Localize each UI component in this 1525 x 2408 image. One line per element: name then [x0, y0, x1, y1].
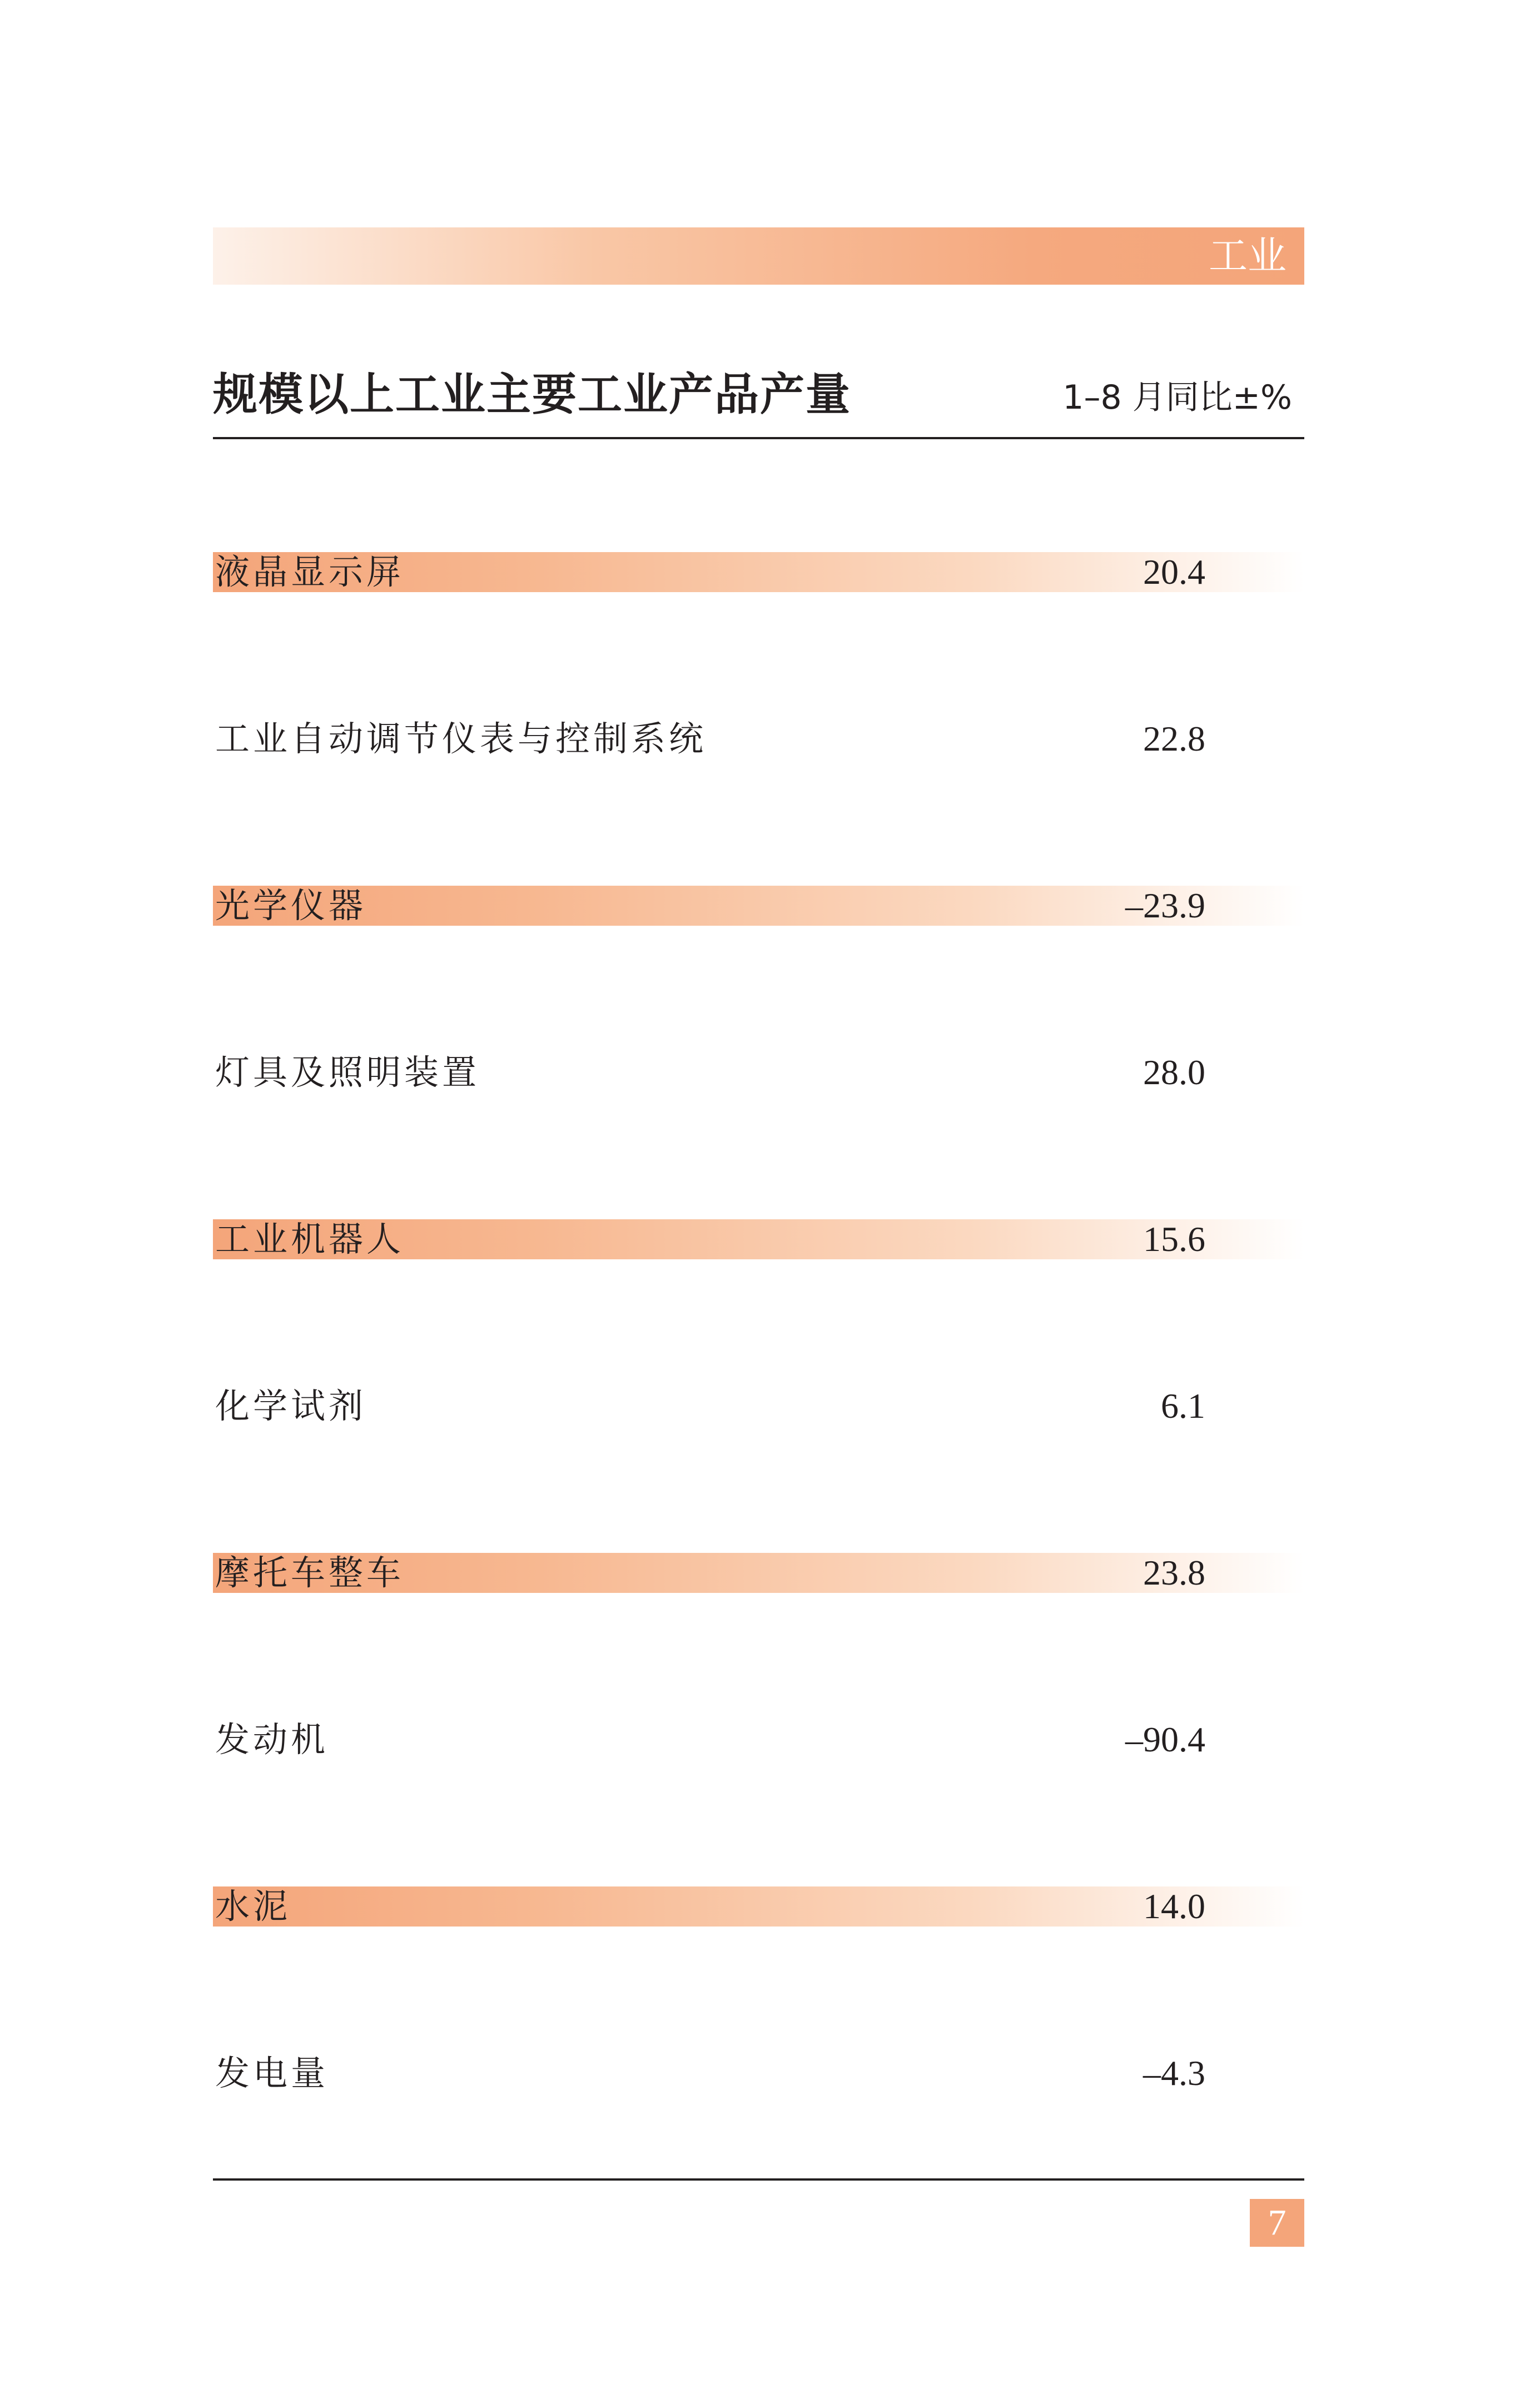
product-name: 水泥 [215, 1886, 291, 1927]
list-item [213, 1886, 1304, 1927]
growth-value: 22.8 [1143, 719, 1205, 758]
section-title: 工业 [1209, 233, 1286, 279]
growth-value: –90.4 [1125, 1720, 1205, 1759]
list-item [213, 2053, 1304, 2093]
growth-value: 20.4 [1143, 552, 1205, 592]
growth-value: 23.8 [1143, 1553, 1205, 1592]
growth-value: –4.3 [1143, 2053, 1205, 2093]
list-item [213, 552, 1304, 592]
product-name: 化学试剂 [215, 1386, 367, 1426]
page-number: 7 [1268, 2202, 1286, 2243]
product-name: 光学仪器 [215, 885, 367, 926]
product-name: 摩托车整车 [215, 1552, 405, 1593]
footer-divider [213, 2178, 1304, 2181]
list-item [213, 886, 1304, 926]
product-name: 发动机 [215, 1719, 329, 1760]
list-item [213, 1219, 1304, 1259]
header-divider [213, 437, 1304, 439]
growth-value: 6.1 [1161, 1386, 1205, 1426]
product-name: 发电量 [215, 2053, 329, 2093]
product-name: 工业自动调节仪表与控制系统 [215, 718, 707, 759]
product-name: 灯具及照明装置 [215, 1052, 480, 1093]
unit-label: 1–8 月同比±% [1062, 378, 1292, 417]
section-banner [213, 227, 1304, 285]
list-item [213, 1052, 1304, 1093]
growth-value: 14.0 [1143, 1886, 1205, 1926]
page-title: 规模以上工业主要工业产品产量 [213, 369, 851, 420]
list-item [213, 719, 1304, 759]
product-name: 液晶显示屏 [215, 552, 405, 592]
growth-value: 28.0 [1143, 1052, 1205, 1092]
page-number-badge [1250, 2199, 1304, 2247]
growth-value: –23.9 [1125, 886, 1205, 925]
list-item [213, 1553, 1304, 1593]
growth-value: 15.6 [1143, 1219, 1205, 1259]
list-item [213, 1720, 1304, 1760]
list-item [213, 1386, 1304, 1426]
product-name: 工业机器人 [215, 1219, 405, 1259]
